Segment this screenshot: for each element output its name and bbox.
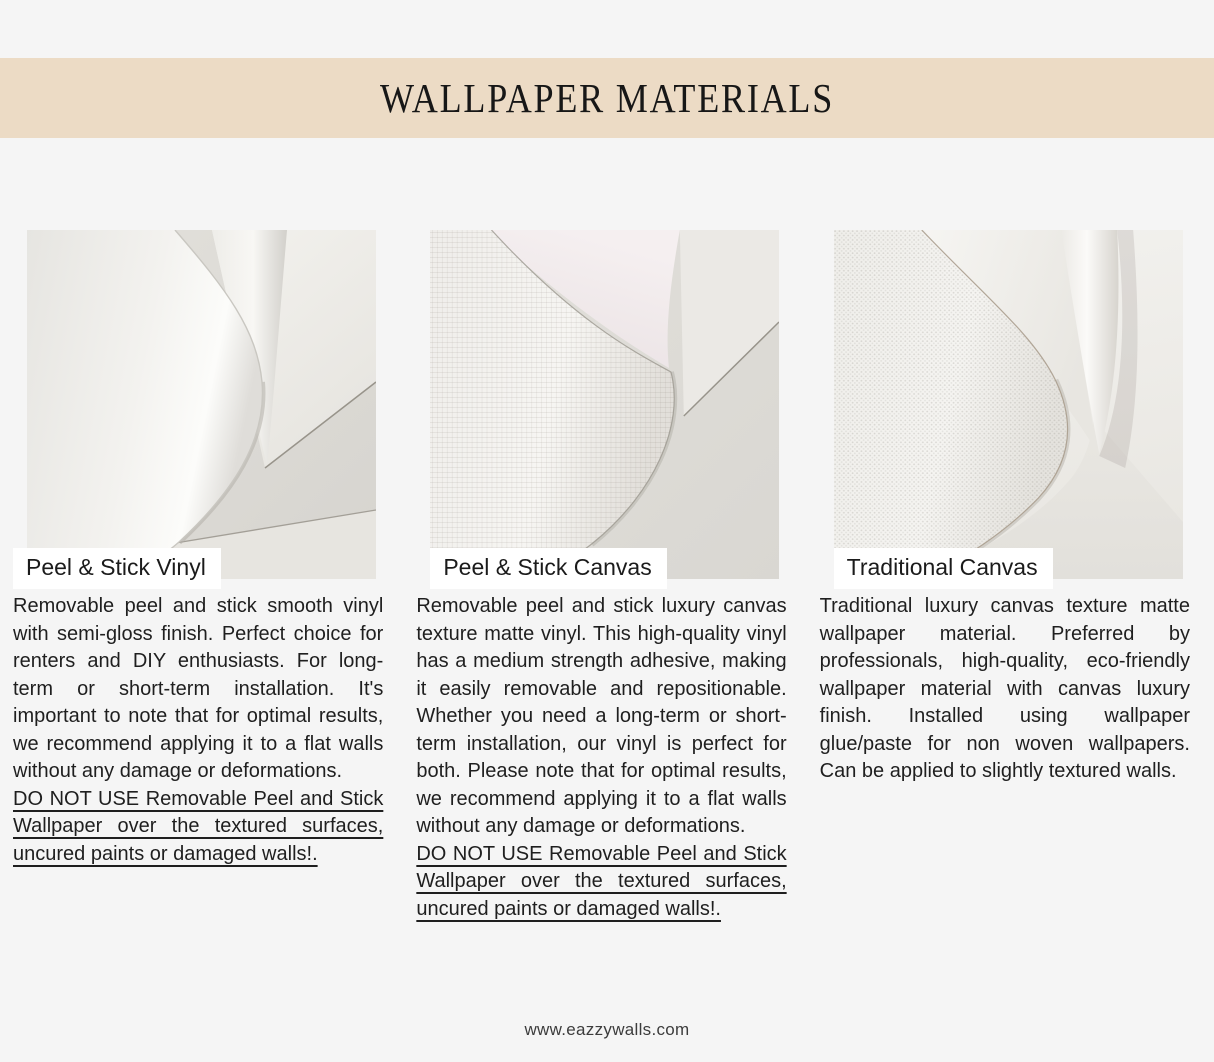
material-warning: DO NOT USE Removable Peel and Stick Wallpaper over the textured surfaces, uncured paints or damaged walls!. [13,787,384,865]
material-label: Traditional Canvas [834,548,1053,589]
canvas-sample-photo [430,230,779,579]
material-label: Peel & Stick Canvas [430,548,666,589]
material-figure-vinyl [27,230,376,579]
material-description: Removable peel and stick smooth vinyl with semi-gloss finish. Perfect choice for renters and DIY enthusiasts. For long-term or short-term installation. It's important to note that for optimal results, we recommend applying it to a flat walls without any damage or deformations. [13,595,384,782]
material-card-canvas [416,230,786,923]
materials-columns [13,230,1190,923]
footer-website-url: www.eazzywalls.com [524,1020,690,1039]
header-banner [0,58,1214,138]
material-card-vinyl [13,230,383,923]
material-figure-traditional [834,230,1183,579]
material-description: Traditional luxury canvas texture matte wallpaper material. Preferred by professionals, high-quality, eco-friendly wallpaper material with canvas luxury finish. Installed using wallpaper glue/paste for non woven wallpapers. Can be applied to slightly textured walls. [819,595,1190,782]
material-warning: DO NOT USE Removable Peel and Stick Wallpaper over the textured surfaces, uncured paints or damaged walls!. [416,842,787,920]
page-title: WALLPAPER MATERIALS [379,75,835,121]
vinyl-sample-photo [27,230,376,579]
material-description: Removable peel and stick luxury canvas texture matte vinyl. This high-quality vinyl has a medium strength adhesive, making it easily removable and repositionable. Whether you need a long-term or short-term installation, our vinyl is perfect for both. Please note that for optimal results, we recommend applying it to a flat walls without any damage or deformations. [416,595,787,837]
material-figure-canvas [430,230,779,579]
material-card-traditional [820,230,1190,923]
material-label: Peel & Stick Vinyl [13,548,221,589]
traditional-canvas-sample-photo [834,230,1183,579]
